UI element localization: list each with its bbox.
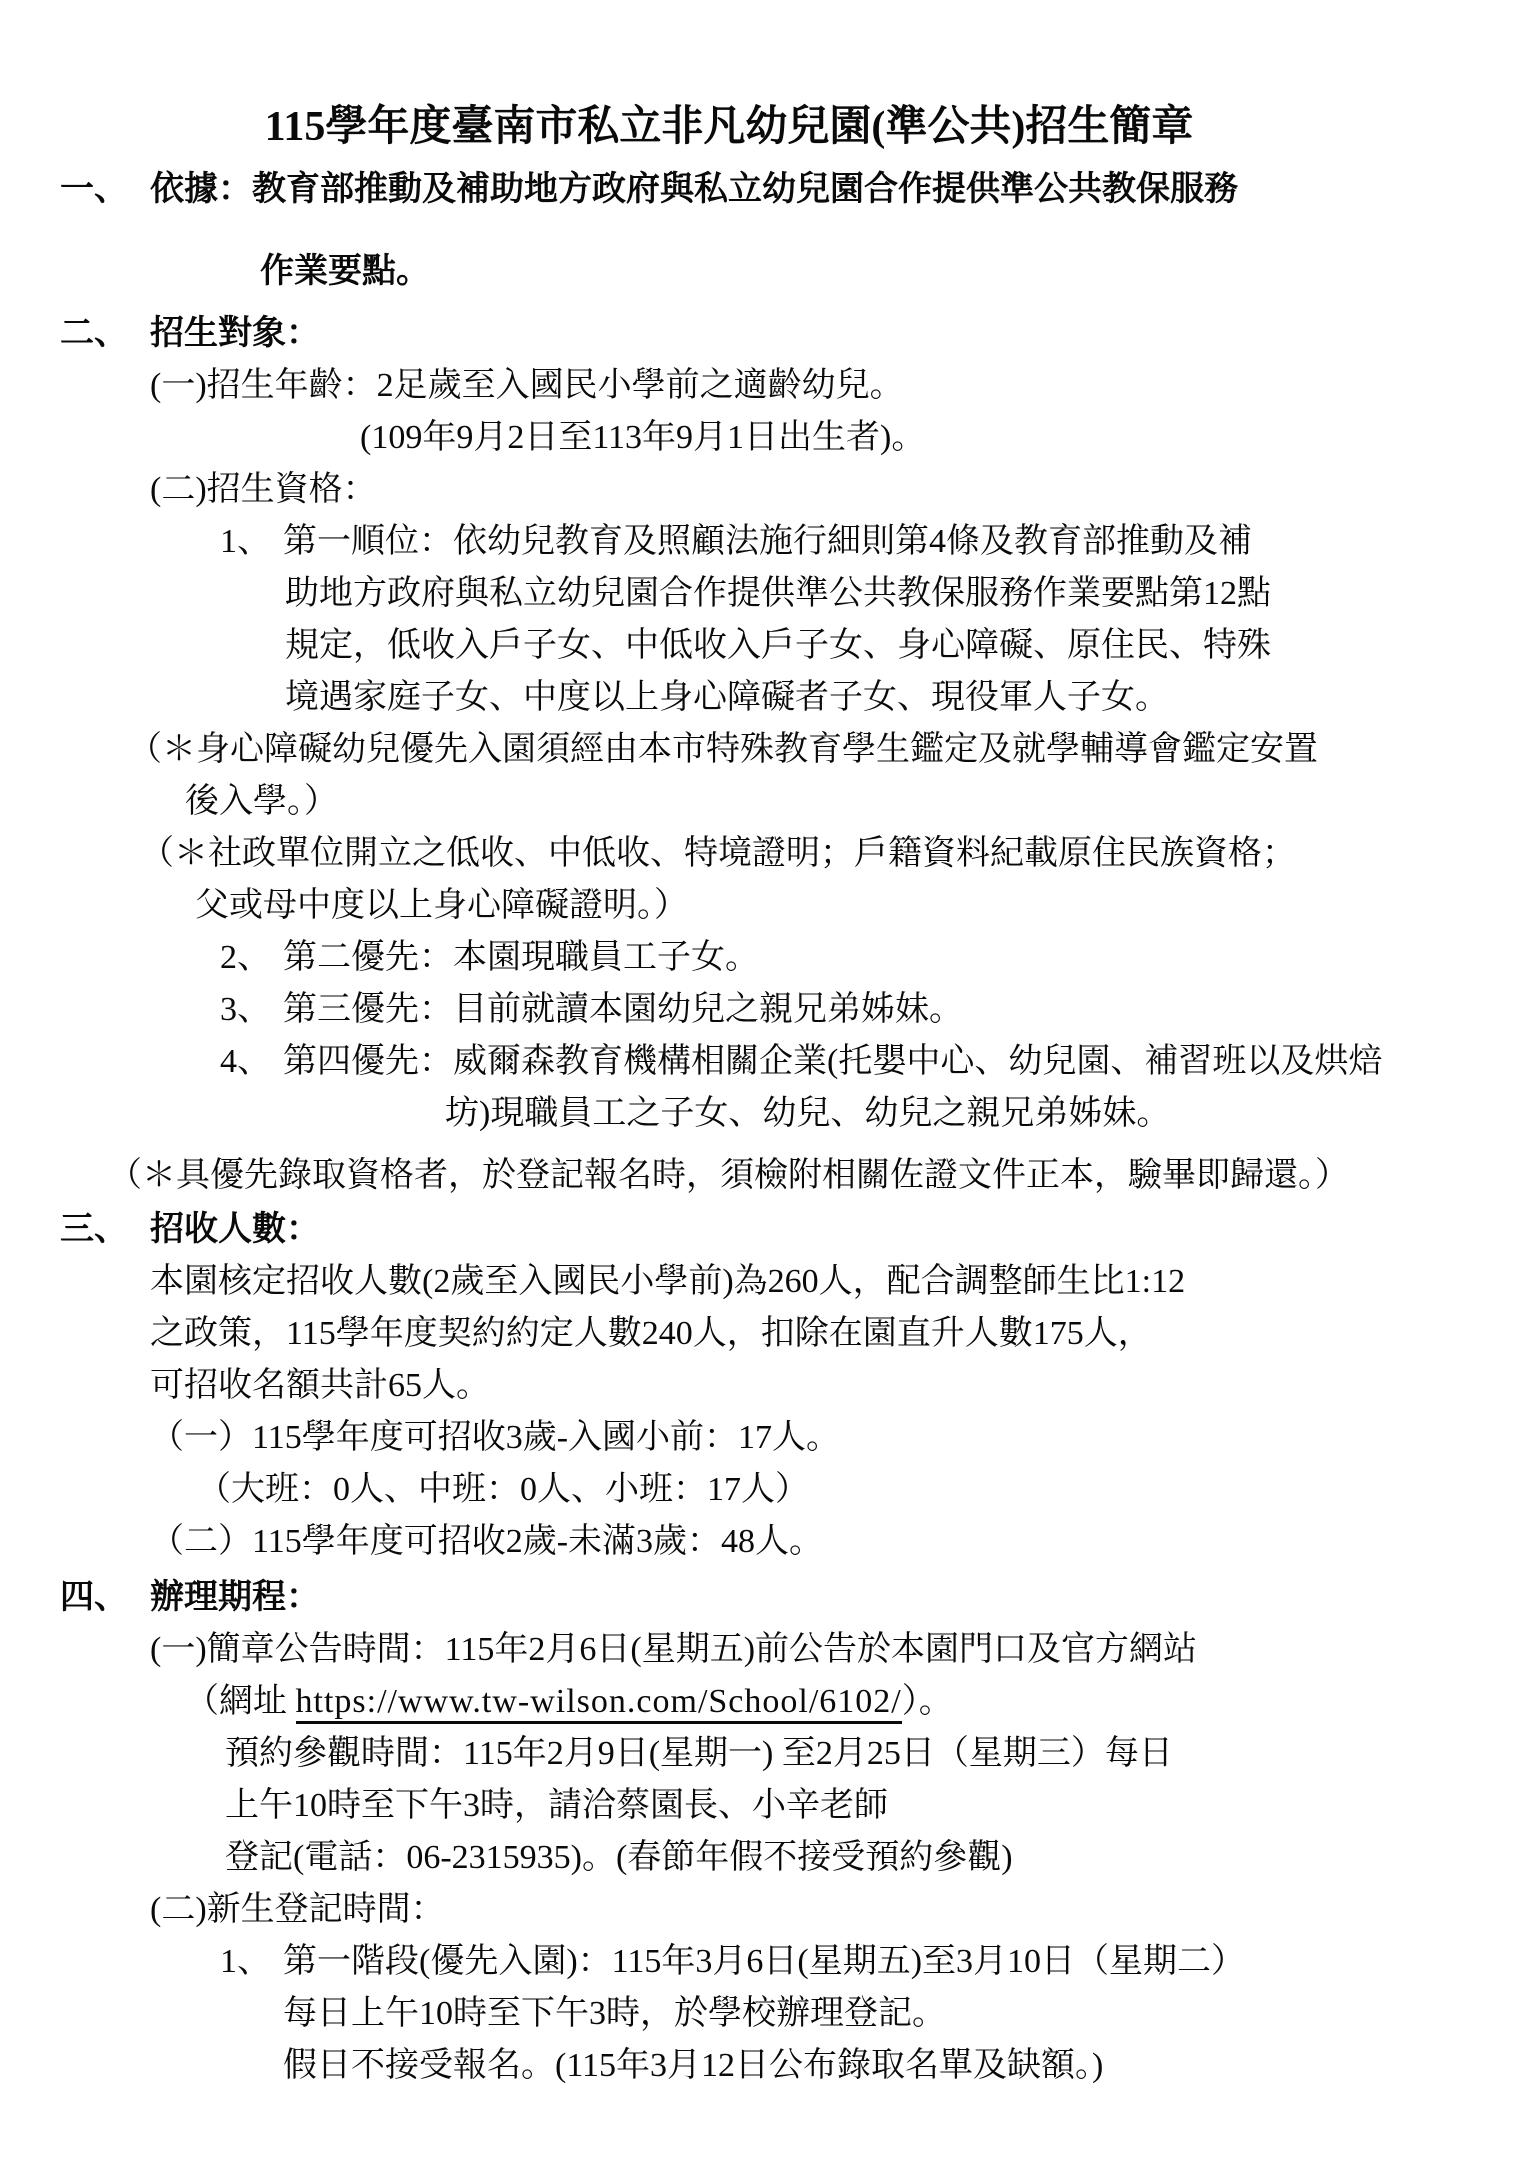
doc-line: 規定，低收入戶子女、中低收入戶子女、身心障礙、原住民、特殊 (285, 627, 1271, 664)
doc-line: 2、 第二優先：本園現職員工子女。 (220, 932, 1528, 984)
doc-line: 後入學。） (185, 783, 338, 820)
section-number: 三、 (60, 1211, 128, 1248)
document-lines (0, 164, 1528, 2092)
doc-line: 1、 第一階段(優先入園)：115年3月6日(星期五)至3月10日（星期二） (220, 1936, 1528, 1988)
doc-line: 父或母中度以上身心障礙證明。） (195, 887, 688, 924)
section-number: 一、 (60, 171, 128, 208)
doc-line: 預約參觀時間：115年2月9日(星期一) 至2月25日（星期三）每日 (225, 1735, 1173, 1772)
doc-line: 3、 第三優先：目前就讀本園幼兒之親兄弟姊妹。 (220, 984, 1528, 1036)
doc-line: (二)招生資格： (150, 471, 377, 508)
doc-line: 三、 招收人數： (60, 1204, 1528, 1256)
doc-line: 登記(電話：06-2315935)。(春節年假不接受預約參觀) (225, 1839, 1013, 1876)
doc-line: （大班：0人、中班：0人、小班：17人） (197, 1471, 809, 1508)
section-number: 二、 (60, 315, 128, 352)
link-suffix: ）。 (901, 1683, 953, 1720)
doc-line: （＊社政單位開立之低收、中低收、特境證明；戶籍資料紀載原住民族資格； (140, 835, 1296, 872)
item-number: 4、 (220, 1043, 271, 1080)
doc-line: 助地方政府與私立幼兒園合作提供準公共教保服務作業要點第12點 (285, 575, 1271, 612)
doc-line: (一)招生年齡：2足歲至入國民小學前之適齡幼兒。 (150, 367, 904, 404)
website-link[interactable]: https://www.tw-wilson.com/School/6102/ (296, 1683, 902, 1724)
doc-line: (二)新生登記時間： (150, 1891, 445, 1928)
doc-line: 一、 依據：教育部推動及補助地方政府與私立幼兒園合作提供準公共教保服務 (60, 164, 1528, 216)
doc-line: 4、 第四優先：威爾森教育機構相關企業(托嬰中心、幼兒園、補習班以及烘焙 (220, 1036, 1528, 1088)
doc-line: 坊)現職員工之子女、幼兒、幼兒之親兄弟姊妹。 (445, 1095, 1171, 1132)
document-title: 115學年度臺南市私立非凡幼兒園(準公共)招生簡章 (264, 104, 1194, 150)
link-prefix: （網址 (185, 1683, 296, 1720)
section-number: 四、 (60, 1579, 128, 1616)
doc-line: 本園核定招收人數(2歲至入國民小學前)為260人，配合調整師生比1:12 (150, 1263, 1186, 1300)
doc-line: （＊具優先錄取資格者，於登記報名時，須檢附相關佐證文件正本，驗畢即歸還。） (108, 1157, 1349, 1194)
doc-line: 二、 招生對象： (60, 308, 1528, 360)
doc-line: (一)簡章公告時間：115年2月6日(星期五)前公告於本園門口及官方網站 (150, 1631, 1198, 1668)
doc-line: （＊身心障礙幼兒優先入園須經由本市特殊教育學生鑑定及就學輔導會鑑定安置 (128, 731, 1318, 768)
item-number: 1、 (220, 523, 271, 560)
doc-line: 假日不接受報名。(115年3月12日公布錄取名單及缺額。) (283, 2047, 1104, 2084)
doc-line: 每日上午10時至下午3時，於學校辦理登記。 (283, 1995, 946, 2032)
doc-line: （二）115學年度可招收2歲-未滿3歲：48人。 (150, 1523, 824, 1560)
item-number: 2、 (220, 939, 271, 976)
doc-line: (109年9月2日至113年9月1日出生者)。 (360, 419, 926, 456)
doc-line: 之政策，115學年度契約約定人數240人，扣除在園直升人數175人， (150, 1315, 1152, 1352)
doc-line: 可招收名額共計65人。 (150, 1367, 490, 1404)
doc-line (185, 1676, 1528, 1728)
doc-line: 上午10時至下午3時，請洽蔡園長、小辛老師 (225, 1787, 888, 1824)
item-number: 1、 (220, 1943, 271, 1980)
doc-line: （一）115學年度可招收3歲-入國小前：17人。 (150, 1419, 841, 1456)
item-number: 3、 (220, 991, 271, 1028)
doc-line: 四、 辦理期程： (60, 1572, 1528, 1624)
doc-line: 境遇家庭子女、中度以上身心障礙者子女、現役軍人子女。 (285, 679, 1169, 716)
doc-line: 作業要點。 (260, 253, 430, 290)
doc-line: 1、 第一順位：依幼兒教育及照顧法施行細則第4條及教育部推動及補 (220, 516, 1528, 568)
